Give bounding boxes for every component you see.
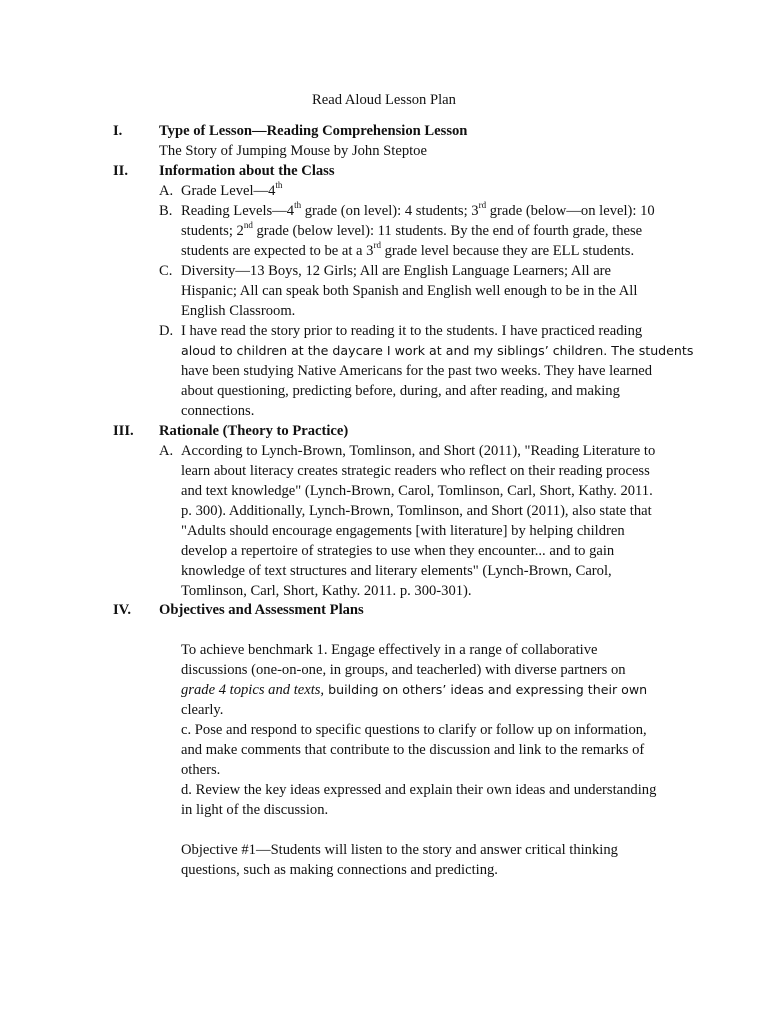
standard-c-line-1: c. Pose and respond to specific questions to clarify or follow up on information, bbox=[181, 722, 647, 738]
section-heading-2: Information about the Class bbox=[159, 163, 335, 179]
section-heading-4: Objectives and Assessment Plans bbox=[159, 602, 364, 618]
item-letter-2a: A. bbox=[159, 183, 174, 199]
item-letter-2c: C. bbox=[159, 263, 173, 279]
preparation-line-5: connections. bbox=[181, 403, 255, 419]
rationale-line-8: Tomlinson, Carl, Short, Kathy. 2011. p. 300-301). bbox=[181, 583, 472, 599]
rationale-line-5: "Adults should encourage engagements [with literature] by helping children bbox=[181, 523, 625, 539]
rationale-line-7: knowledge of text structures and literary elements" (Lynch-Brown, Carol, bbox=[181, 563, 612, 579]
reading-levels-line-1: Reading Levels—4th grade (on level): 4 students; 3rd grade (below—on level): 10 bbox=[181, 200, 655, 219]
section-numeral-2: II. bbox=[113, 163, 129, 179]
rationale-line-3: and text knowledge" (Lynch-Brown, Carol, Tomlinson, Carl, Short, Kathy. 2011. bbox=[181, 483, 653, 499]
benchmark-line-2: discussions (one-on-one, in groups, and teacherled) with diverse partners on bbox=[181, 662, 626, 678]
section-numeral-3: III. bbox=[113, 423, 134, 439]
rationale-line-1: According to Lynch-Brown, Tomlinson, and Short (2011), "Reading Literature to bbox=[181, 443, 656, 459]
reading-levels-line-2: students; 2nd grade (below level): 11 students. By the end of fourth grade, these bbox=[181, 220, 643, 239]
item-letter-3a: A. bbox=[159, 443, 174, 459]
standard-d-line-2: in light of the discussion. bbox=[181, 802, 329, 818]
page-title: Read Aloud Lesson Plan bbox=[312, 92, 456, 108]
grade-level-line: Grade Level—4th bbox=[181, 180, 283, 199]
story-subtitle: The Story of Jumping Mouse by John Steptoe bbox=[159, 143, 427, 159]
preparation-line-1: I have read the story prior to reading it to the students. I have practiced reading bbox=[181, 323, 643, 339]
preparation-line-3: have been studying Native Americans for the past two weeks. They have learned bbox=[181, 363, 653, 379]
section-heading-1: Type of Lesson—Reading Comprehension Lesson bbox=[159, 123, 468, 139]
section-numeral-4: IV. bbox=[113, 602, 131, 618]
diversity-line-2: Hispanic; All can speak both Spanish and English well enough to be in the All bbox=[181, 283, 638, 299]
benchmark-line-4: clearly. bbox=[181, 702, 224, 718]
standard-c-line-3: others. bbox=[181, 762, 221, 778]
rationale-line-6: develop a repertoire of strategies to use when they encounter... and to gain bbox=[181, 543, 615, 559]
standard-c-line-2: and make comments that contribute to the discussion and link to the remarks of bbox=[181, 742, 645, 758]
preparation-line-4: about questioning, predicting before, during, and after reading, and making bbox=[181, 383, 620, 399]
rationale-line-2: learn about literacy creates strategic readers who reflect on their reading process bbox=[181, 463, 650, 479]
reading-levels-line-3: students are expected to be at a 3rd grade level because they are ELL students. bbox=[181, 240, 635, 259]
benchmark-line-1: To achieve benchmark 1. Engage effectively in a range of collaborative bbox=[181, 642, 598, 658]
diversity-line-3: English Classroom. bbox=[181, 303, 296, 319]
benchmark-line-3: grade 4 topics and texts, building on others’ ideas and expressing their own bbox=[181, 682, 648, 698]
section-numeral-1: I. bbox=[113, 123, 123, 139]
item-letter-2b: B. bbox=[159, 203, 173, 219]
diversity-line-1: Diversity—13 Boys, 12 Girls; All are English Language Learners; All are bbox=[181, 263, 612, 279]
objective-1-line-1: Objective #1—Students will listen to the story and answer critical thinking bbox=[181, 842, 618, 858]
standard-d-line-1: d. Review the key ideas expressed and explain their own ideas and understanding bbox=[181, 782, 657, 798]
section-heading-3: Rationale (Theory to Practice) bbox=[159, 423, 349, 439]
objective-1-line-2: questions, such as making connections and predicting. bbox=[181, 862, 498, 878]
item-letter-2d: D. bbox=[159, 323, 174, 339]
rationale-line-4: p. 300). Additionally, Lynch-Brown, Tomlinson, and Short (2011), also state that bbox=[181, 503, 652, 519]
preparation-line-2: aloud to children at the daycare I work at and my siblings’ children. The students bbox=[181, 343, 694, 358]
